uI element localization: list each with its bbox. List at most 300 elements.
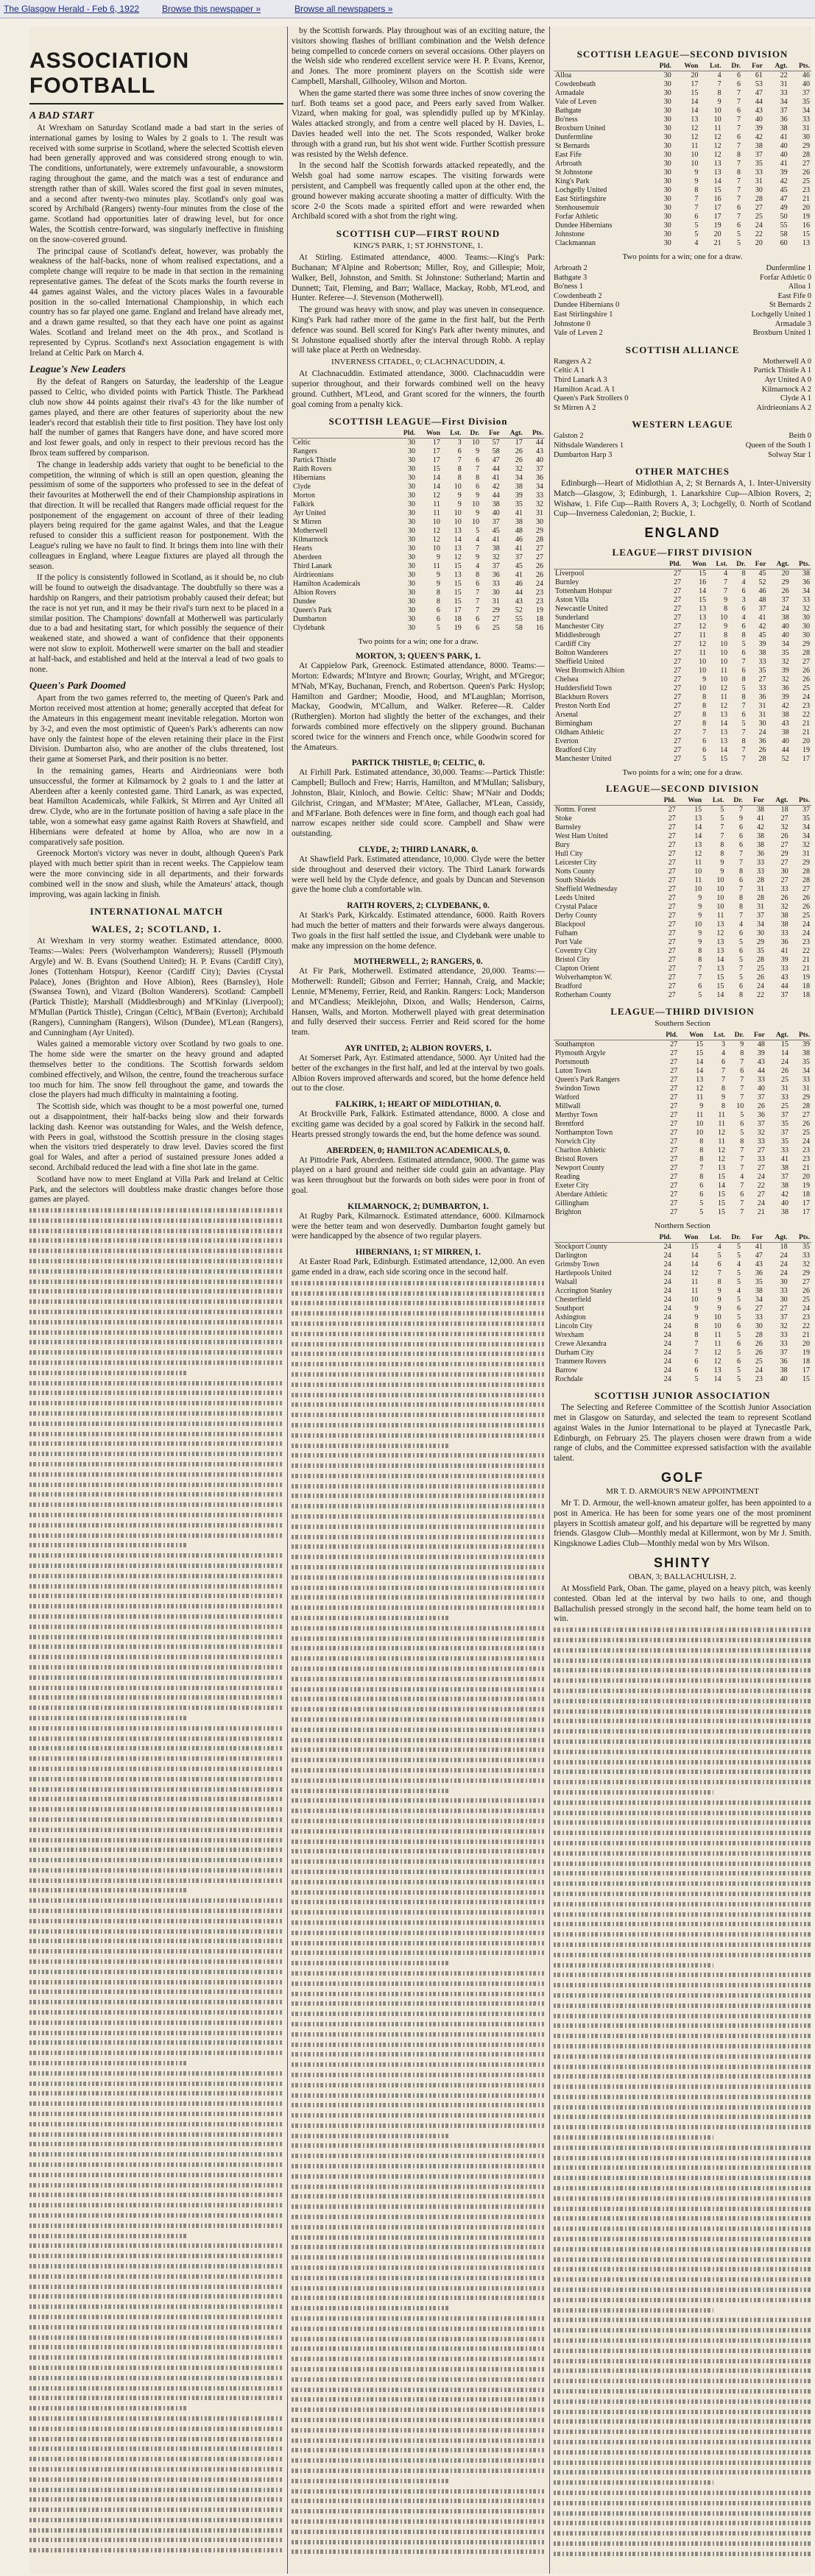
stat-cell: 9 [699, 1102, 704, 1111]
team-name-cell: West Bromwich Albion [555, 667, 625, 675]
team-name-cell: Vale of Leven [555, 98, 597, 106]
stat-cell: 15 [699, 596, 707, 605]
stat-cell: 15 [696, 1040, 704, 1049]
stat-cell: 27 [668, 956, 676, 965]
stat-cell: 4 [737, 1260, 741, 1269]
stat-cell: 7 [740, 1085, 744, 1093]
stat-cell: 7 [737, 213, 741, 221]
print-line [292, 1544, 545, 1549]
table-row [292, 492, 545, 500]
stat-cell: 8 [737, 151, 741, 159]
team-name-cell: Millwall [555, 1102, 581, 1111]
team-name-cell: Forfar Athletic [555, 213, 599, 221]
stat-cell: 32 [780, 1322, 788, 1331]
print-line [554, 1881, 811, 1886]
print-line [29, 1523, 283, 1527]
stat-cell: 17 [802, 1199, 810, 1208]
table-row [554, 947, 811, 956]
stat-cell: 5 [741, 640, 746, 649]
print-line [29, 1452, 283, 1456]
stat-cell: 12 [720, 684, 728, 693]
stat-cell: 30 [408, 536, 415, 544]
print-line [554, 1841, 811, 1845]
team-name-cell: Cardiff City [555, 640, 591, 649]
print-line [554, 1638, 811, 1642]
stat-cell: 9 [694, 177, 699, 185]
stat-cell: 11 [433, 562, 440, 571]
stat-cell: 37 [781, 596, 789, 605]
stat-cell: 39 [515, 492, 523, 500]
print-line [29, 2366, 283, 2370]
print-line [29, 1472, 283, 1477]
stat-cell: 9 [717, 1305, 721, 1313]
stat-cell: 22 [802, 1322, 810, 1331]
print-line [292, 1646, 545, 1650]
team-name-cell: Kilmarnock [293, 536, 328, 544]
section-heading: GOLF [661, 1470, 704, 1486]
stat-cell: 10 [716, 894, 724, 903]
stat-cell: 5 [737, 1375, 741, 1384]
stat-cell: 6 [738, 876, 743, 885]
stat-cell: 27 [668, 815, 676, 823]
stat-cell: 8 [476, 474, 480, 483]
table-row [554, 89, 811, 98]
team-name-cell: Middlesbrough [555, 631, 601, 640]
print-line [29, 2386, 283, 2391]
stat-cell: 5 [737, 239, 741, 247]
team-name-cell: Queen's Park [293, 606, 332, 615]
stat-cell: 9 [724, 596, 728, 605]
team-name-cell: St Bernards [555, 142, 590, 150]
stat-cell: 30 [780, 1278, 788, 1287]
stat-cell: 24 [663, 1375, 671, 1384]
browser-topbar [0, 0, 815, 18]
stat-cell: 30 [755, 1322, 763, 1331]
print-line [554, 2216, 811, 2221]
stat-cell: 26 [802, 903, 810, 912]
stat-cell: 35 [802, 1058, 810, 1067]
stat-cell: 36 [781, 684, 789, 693]
stat-cell: 41 [492, 536, 500, 544]
stat-cell: 8 [694, 1322, 699, 1331]
stat-cell: 13 [720, 728, 728, 737]
stat-cell: 36 [755, 1269, 763, 1278]
print-line [29, 2538, 283, 2542]
stat-cell: 7 [738, 885, 743, 894]
stat-cell: 13 [454, 527, 462, 536]
stat-cell: 10 [720, 640, 728, 649]
stat-cell: 14 [713, 1375, 721, 1384]
stat-cell: 7 [737, 124, 741, 132]
match-score-heading: CLYDE, 2; THIRD LANARK, 0. [359, 845, 478, 855]
print-line [29, 1959, 283, 1964]
table-row [554, 1208, 811, 1217]
stat-cell: 10 [454, 509, 462, 518]
print-line [292, 1819, 545, 1823]
print-line [29, 2406, 187, 2410]
browse-this-newspaper-link[interactable]: Browse this newspaper » [162, 4, 261, 14]
stat-cell: 28 [756, 956, 764, 965]
stat-cell: 36 [802, 578, 810, 587]
stat-cell: 12 [713, 142, 721, 150]
table-row [554, 596, 811, 605]
article-paragraph: In the second half the Scottish forwards attacked repeatedly, and the Welsh goal had some narrow escapes. The visiting forwards were persistent, and Campbell was frequently called upon at the other end, the ground however making accurate shooting a matter of difficulty. With the score 2-0 the Scots made a spirited effort and were rewarded when Archibald scored with a shot from the right wing. [292, 161, 545, 221]
print-line [292, 1707, 545, 1711]
print-line [29, 1909, 283, 1913]
stat-cell: 31 [802, 850, 810, 859]
print-line [29, 2488, 283, 2492]
stat-cell: 8 [699, 1138, 704, 1146]
stat-cell: 60 [780, 239, 788, 247]
stat-cell: 6 [737, 1340, 741, 1349]
stat-cell: 31 [756, 885, 764, 894]
print-line [292, 2022, 545, 2026]
stat-cell: 18 [802, 991, 810, 1000]
stat-cell: 26 [802, 667, 810, 675]
stat-cell: 30 [408, 527, 415, 536]
print-line [292, 1859, 545, 1864]
print-line [29, 1868, 283, 1873]
stat-cell: 42 [781, 702, 789, 711]
match-report: At Rugby Park, Kilmarnock. Estimated attendance, 6000. Kilmarnock were the better team and won deservedly. Dumbarton fought gamely but were handicapped by the absence of two regular players. [292, 1211, 545, 1241]
print-line [292, 1393, 545, 1397]
stat-cell: 13 [699, 614, 707, 622]
print-line [554, 2257, 811, 2262]
match-score-heading: KING'S PARK, 1; ST JOHNSTONE, 1. [353, 241, 483, 251]
print-line [554, 1648, 811, 1653]
team-name-cell: Burnley [555, 578, 579, 587]
stat-cell: 39 [780, 956, 788, 965]
print-line [292, 2185, 545, 2189]
stat-cell: 20 [781, 570, 789, 578]
print-line [292, 2093, 545, 2098]
team-name-cell: Hull City [555, 850, 583, 859]
print-line [292, 1494, 545, 1498]
stat-cell: 5 [698, 991, 702, 1000]
stat-cell: 5 [737, 1269, 741, 1278]
print-line [292, 1758, 545, 1762]
publication-link[interactable]: The Glasgow Herald - Feb 6, 1922 [4, 4, 140, 14]
team-name-cell: Portsmouth [555, 1058, 590, 1067]
stat-cell: 24 [663, 1340, 671, 1349]
stat-cell: 27 [668, 912, 676, 920]
match-report: At Stark's Park, Kirkcaldy. Estimated attendance, 6000. Raith Rovers had much the better of matters and their forwards were always dangerous. Two goals in the first half settled the issue, and Clydebank were unable to make any impression on the home defence. [292, 911, 545, 951]
table-row [292, 553, 545, 562]
table-row [554, 1129, 811, 1138]
print-line [292, 1951, 545, 1955]
print-line [292, 1880, 545, 1884]
team-name-cell: Gillingham [555, 1199, 589, 1208]
stat-cell: 6 [737, 107, 741, 115]
stat-cell: 36 [536, 474, 543, 483]
stat-cell: 47 [492, 456, 500, 465]
team-name-cell: Durham City [555, 1349, 594, 1358]
team-name-cell: King's Park [555, 177, 590, 185]
print-line [292, 1849, 545, 1853]
league-note: Two points for a win; one for a draw. [358, 637, 479, 647]
stat-cell: 7 [720, 823, 724, 832]
article-subheading: MR T. D. ARMOUR'S NEW APPOINTMENT [606, 1487, 759, 1497]
print-line [292, 1677, 545, 1681]
team-name-cell: Lochgelly United [555, 186, 607, 194]
print-line [29, 1229, 283, 1233]
stat-cell: 37 [757, 1120, 765, 1129]
stat-cell: 6 [737, 80, 741, 88]
stat-cell: 8 [738, 903, 743, 912]
stat-cell: 32 [780, 903, 788, 912]
table-row [554, 1243, 811, 1252]
table-row [554, 823, 811, 832]
stat-cell: 20 [713, 230, 721, 238]
stat-cell: 11 [718, 1138, 726, 1146]
stat-cell: 44 [755, 98, 763, 106]
result-line: Vale of Leven 2 Broxburn United 1 [554, 329, 811, 338]
stat-cell: 11 [433, 500, 440, 509]
browse-all-newspapers-link[interactable]: Browse all newspapers » [294, 4, 393, 14]
print-line [292, 1321, 545, 1326]
stat-cell: 4 [724, 570, 728, 578]
print-line [29, 1289, 283, 1294]
print-line [554, 1922, 811, 1926]
stat-cell: 40 [802, 80, 810, 88]
subheading: Queen's Park Doomed [29, 681, 126, 692]
stat-cell: 5 [436, 624, 440, 633]
match-report: At Pittodrie Park, Aberdeen. Estimated attendance, 9000. The game was played on a hard ground and neither side could gain an advantage. Play was keen throughout but the forwards on both sides were poor in front of goal. [292, 1155, 545, 1195]
team-name-cell: Aberdeen [293, 553, 322, 562]
team-name-cell: Hartlepools United [555, 1269, 612, 1278]
print-line [29, 2335, 283, 2340]
stat-cell: 30 [663, 124, 671, 132]
stat-cell: 24 [663, 1269, 671, 1278]
stat-cell: 20 [802, 204, 810, 212]
stat-cell: 38 [756, 832, 764, 841]
team-name-cell: East Fife [555, 151, 582, 159]
team-name-cell: Motherwell [293, 527, 328, 536]
table-row [554, 1287, 811, 1296]
stat-cell: 24 [780, 1269, 788, 1278]
stat-cell: 30 [408, 474, 415, 483]
stat-cell: 27 [670, 1111, 678, 1120]
stat-cell: 27 [670, 1199, 678, 1208]
stat-cell: 17 [713, 213, 721, 221]
result-line: Bathgate 3 Forfar Athletic 0 [554, 273, 811, 282]
stat-cell: 12 [718, 1155, 726, 1164]
stat-cell: 12 [691, 133, 699, 141]
stat-cell: 28 [755, 195, 763, 203]
print-line [29, 1635, 283, 1639]
team-name-cell: Accrington Stanley [555, 1287, 613, 1296]
stat-cell: 11 [713, 124, 721, 132]
stat-cell: 9 [476, 509, 480, 518]
table-row [292, 509, 545, 518]
print-line [29, 2548, 283, 2552]
print-line [292, 2337, 545, 2341]
stat-cell: 9 [476, 492, 480, 500]
table-row [554, 1199, 811, 1208]
stat-cell: 30 [663, 221, 671, 230]
table-row [554, 195, 811, 204]
stat-cell: 27 [757, 1191, 765, 1199]
stat-cell: 30 [663, 204, 671, 212]
article-paragraph: In the remaining games, Hearts and Airdrieonians were both unsuccessful, the former at Kilmarnock by 2 goals to 1 and the latter at Aberdeen after a keenly contested game. Third Lanark, as was expected, beat Hamilton Academicals, while Falkirk, St Mirren and Ayr United all drew. Clyde, who are in the fortunate position of having a safe place in the table, won a somewhat easy game against Raith Rovers at Shawfield, and Hibernians were defeated at home by Alloa, who are now in a comparatively safe position. [29, 767, 283, 847]
stat-cell: 26 [802, 168, 810, 177]
table-row [554, 578, 811, 587]
stat-cell: 15 [432, 465, 440, 474]
table-row [554, 920, 811, 929]
team-name-cell: Sheffield Wednesday [555, 885, 618, 894]
team-name-cell: Dundee Hibernians [555, 221, 613, 230]
print-line [554, 2288, 811, 2292]
stat-cell: 4 [738, 920, 743, 929]
print-line [554, 2511, 811, 2516]
stat-cell: 10 [720, 614, 728, 622]
stat-cell: 32 [536, 500, 543, 509]
print-line [292, 1728, 545, 1732]
stat-cell: 5 [737, 1331, 741, 1340]
stat-cell: 5 [738, 938, 743, 947]
print-line [29, 1513, 283, 1517]
stat-cell: 7 [721, 1067, 726, 1076]
stat-cell: 7 [694, 1349, 699, 1358]
stat-cell: 7 [740, 1182, 744, 1191]
stat-cell: 7 [737, 142, 741, 150]
stat-cell: 40 [757, 1085, 765, 1093]
print-line [29, 2355, 283, 2360]
stat-cell: 9 [717, 1287, 721, 1296]
stat-cell: 9 [698, 903, 702, 912]
stat-cell: 30 [756, 929, 764, 938]
stat-cell: 23 [536, 597, 543, 606]
stat-cell: 13 [691, 116, 699, 124]
team-name-cell: Barnsley [555, 823, 582, 832]
print-line [554, 1953, 811, 1957]
stat-cell: 44 [757, 1067, 765, 1076]
stat-cell: 7 [717, 80, 721, 88]
stat-cell: 30 [408, 571, 415, 580]
stat-cell: 9 [717, 1296, 721, 1305]
table-row [554, 737, 811, 746]
stat-cell: 8 [737, 168, 741, 177]
stat-cell: 25 [492, 624, 500, 633]
print-line [29, 1391, 283, 1395]
print-line [292, 2103, 545, 2107]
stat-cell: 40 [780, 1199, 788, 1208]
print-line [554, 2065, 811, 2069]
stat-cell: 7 [740, 1199, 744, 1208]
stat-cell: 9 [694, 1305, 699, 1313]
print-line [554, 2196, 811, 2201]
stat-cell: 33 [755, 1313, 763, 1322]
team-name-cell: Leicester City [555, 859, 597, 867]
league-table-england-third-north: Pld. Won Lst. Dr. For Agt. Pts. Stockport County 24 15 4 5 41 18 35 Darlington 24 14 5 5 47 24 33 Grimsby Town 24 14 6 4 43 24 32 Hartlepools United 24 12 7 5 36 24 29 Walsall 24 11 8 5 35 30 27 Accrington Stanley 24 11 9 4 38 33 26 Chesterfield 24 10 9 5 34 30 25 Southport 24 9 9 6 27 27 24 Ashington 24 9 10 5 33 37 23 Lincoln City 24 8 10 6 30 32 22 Wrexham 24 8 11 5 28 33 21 Crewe Alexandra 24 7 11 6 26 33 20 Durham City 24 7 12 5 26 37 19 Tranmere Rovers 24 6 12 6 25 36 18 Barrow 24 6 13 5 24 38 17 Rochdale 24 5 14 5 23 40 15 [555, 1234, 810, 1384]
print-line [554, 1820, 811, 1825]
stat-cell: 35 [802, 815, 810, 823]
print-line [29, 1299, 283, 1304]
stat-cell: 8 [738, 894, 743, 903]
print-line [292, 1870, 545, 1874]
stat-cell: 35 [758, 667, 766, 675]
stat-cell: 30 [408, 518, 415, 527]
stat-cell: 33 [536, 492, 543, 500]
table-row [554, 1102, 811, 1111]
stat-cell: 30 [780, 1296, 788, 1305]
stat-cell: 38 [756, 841, 764, 850]
stat-cell: 14 [780, 1049, 788, 1058]
stat-cell: 41 [515, 509, 523, 518]
article-paragraph: At Mossfield Park, Oban. The game, played on a heavy pitch, was keenly contested. Oban led at the interval by two hails to one, and though Ballachulish pressed strongly in the second half, the home team held on to win. [554, 1584, 811, 1624]
stat-cell: 27 [670, 1120, 678, 1129]
team-name-cell: Norwich City [555, 1138, 596, 1146]
print-line [292, 1463, 545, 1468]
stat-cell: 31 [802, 1085, 810, 1093]
stat-cell: 24 [663, 1252, 671, 1260]
print-line [554, 2074, 811, 2079]
team-name-cell: Dumbarton [293, 615, 327, 624]
print-line [29, 1970, 283, 1974]
stat-cell: 41 [756, 815, 764, 823]
match-score-heading: KILMARNOCK, 2; DUMBARTON, 1. [347, 1202, 489, 1211]
stat-cell: 10 [713, 1322, 721, 1331]
stat-cell: 15 [718, 1199, 726, 1208]
table-row [554, 1358, 811, 1366]
stat-cell: 7 [717, 1269, 721, 1278]
stat-cell: 27 [674, 640, 682, 649]
stat-cell: 6 [699, 1191, 704, 1199]
print-line [292, 2245, 545, 2249]
stat-cell: 7 [740, 1146, 744, 1155]
stat-cell: 8 [741, 570, 746, 578]
stat-cell: 5 [740, 1129, 744, 1138]
stat-cell: 21 [802, 956, 810, 965]
stat-cell: 5 [738, 956, 743, 965]
print-line [29, 1898, 283, 1903]
match-score-heading: WALES, 2; SCOTLAND, 1. [91, 923, 222, 935]
stat-cell: 7 [724, 587, 728, 596]
stat-cell: 31 [756, 903, 764, 912]
stat-cell: 14 [713, 177, 721, 185]
print-line [292, 2458, 545, 2463]
stat-cell: 30 [408, 562, 415, 571]
team-name-cell: Rotherham County [555, 991, 612, 1000]
stat-cell: 33 [757, 1076, 765, 1085]
league-table-heading: LEAGUE—THIRD DIVISION [610, 1006, 755, 1018]
league-note: Two points for a win; one for a draw. [622, 252, 743, 261]
column-1 [29, 26, 283, 2574]
print-line [29, 1878, 283, 1883]
print-line [292, 1941, 545, 1945]
stat-cell: 9 [436, 571, 440, 580]
table-row [554, 1260, 811, 1269]
print-line [292, 1504, 545, 1508]
team-name-cell: Sunderland [555, 614, 589, 622]
stat-cell: 35 [755, 160, 763, 168]
stat-cell: 15 [718, 1191, 726, 1199]
stat-cell: 38 [492, 500, 500, 509]
stat-cell: 4 [717, 71, 721, 79]
stat-cell: 41 [758, 614, 766, 622]
stat-cell: 30 [408, 447, 415, 456]
stat-cell: 8 [717, 89, 721, 97]
stat-cell: 5 [741, 720, 746, 728]
stat-cell: 41 [515, 571, 523, 580]
stat-cell: 5 [720, 806, 724, 815]
stat-cell: 6 [702, 737, 707, 746]
stat-cell: 24 [802, 1305, 810, 1313]
stat-cell: 15 [716, 973, 724, 982]
stat-cell: 34 [802, 832, 810, 841]
stat-cell: 6 [741, 711, 746, 720]
print-line [554, 2410, 811, 2414]
